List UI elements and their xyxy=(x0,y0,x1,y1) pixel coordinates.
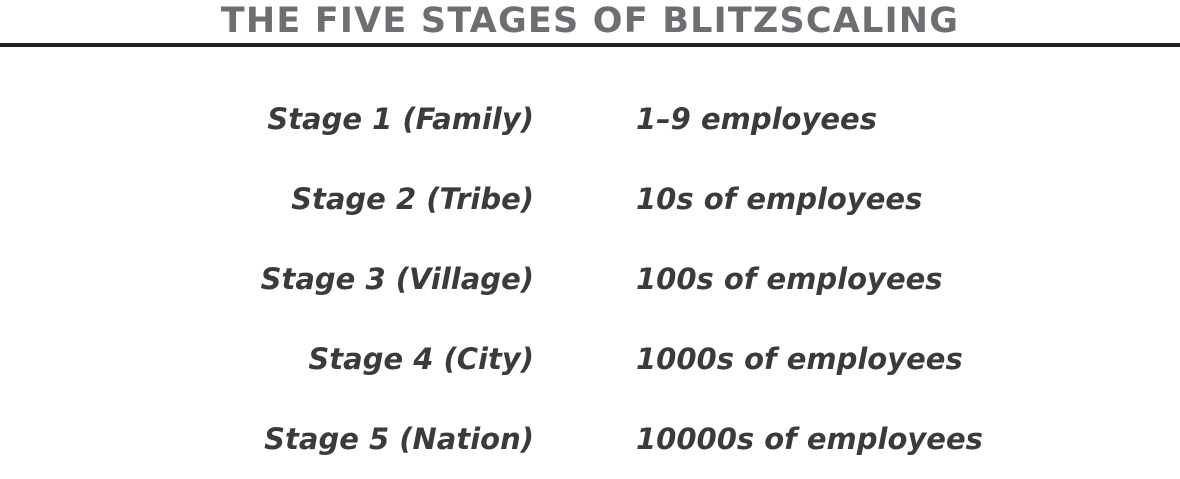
table-row: 1000s of employees xyxy=(636,342,963,376)
table-row: Stage 3 (Village) xyxy=(260,262,534,296)
table-row: 10s of employees xyxy=(636,182,923,216)
table-row: Stage 1 (Family) xyxy=(267,102,534,136)
title-divider xyxy=(0,43,1180,47)
table-row: 10000s of employees xyxy=(636,422,983,456)
table-row: Stage 4 (City) xyxy=(308,342,534,376)
page-title: THE FIVE STAGES OF BLITZSCALING xyxy=(220,1,960,41)
table-row: 1–9 employees xyxy=(636,102,877,136)
table-row: Stage 5 (Nation) xyxy=(264,422,534,456)
stages-table xyxy=(0,79,1180,479)
table-row: 100s of employees xyxy=(636,262,943,296)
table-row: Stage 2 (Tribe) xyxy=(291,182,534,216)
